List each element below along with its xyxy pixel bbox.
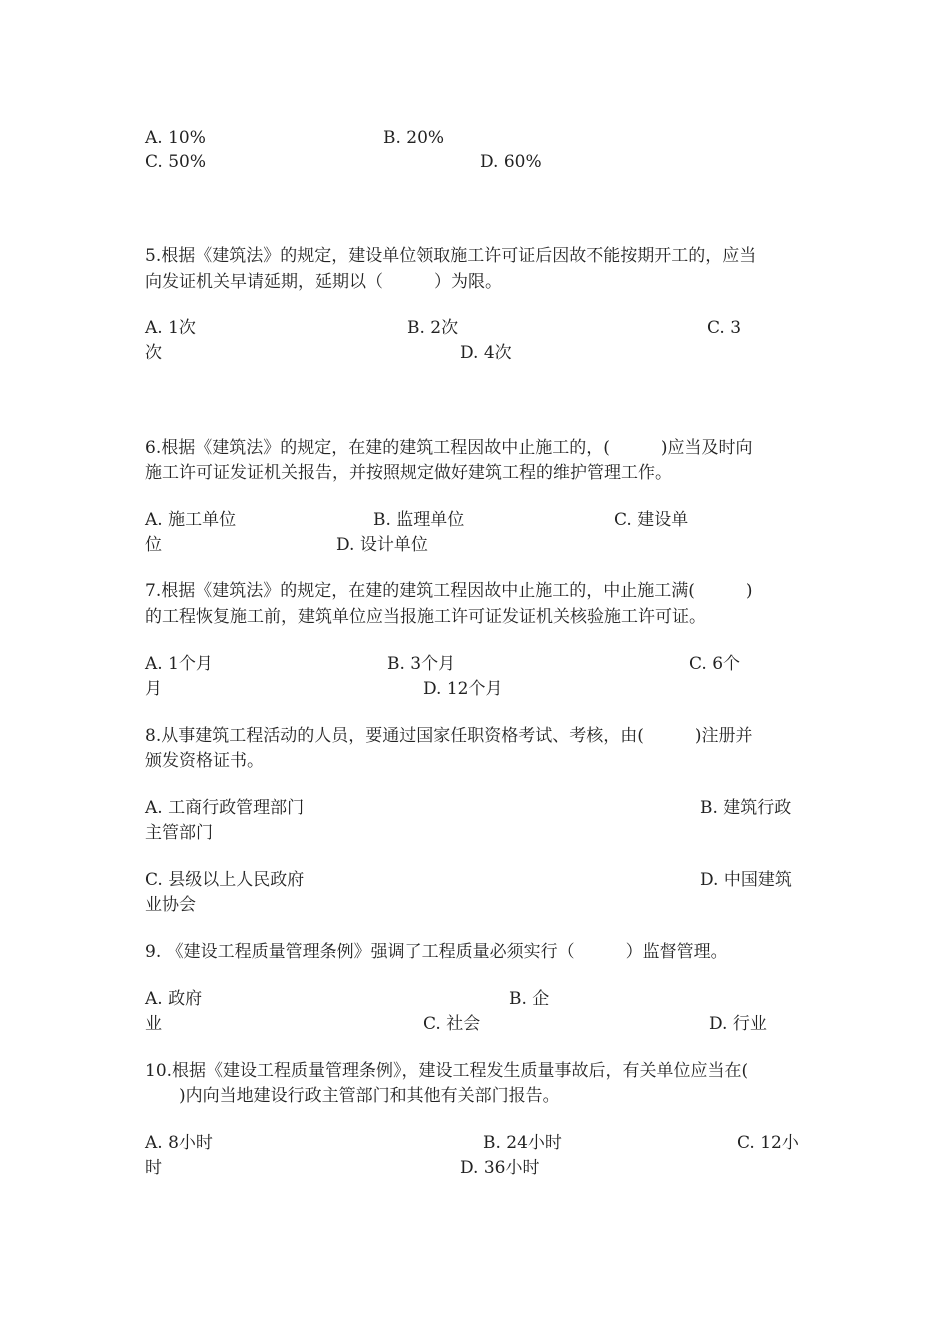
q9-option-b-continued: 业 [145,1014,162,1034]
q7-question-line-1: 7.根据《建筑法》的规定，在建的建筑工程因故中止施工的，中止施工满( ) [145,581,753,601]
q5-option-c: C. 3 [707,318,742,338]
q9-question-line-1: 9. 《建设工程质量管理条例》强调了工程质量必须实行（ ）监督管理。 [145,942,728,962]
q7-option-a: A. 1个月 [145,654,213,674]
q4-option-b: B. 20% [383,128,445,148]
q6-option-b: B. 监理单位 [373,510,465,530]
q7-option-c: C. 6个 [689,654,741,674]
q7-question-line-2: 的工程恢复施工前，建筑单位应当报施工许可证发证机关核验施工许可证。 [145,607,706,627]
q8-option-d-continued: 业协会 [145,895,196,915]
q6-option-c-continued: 位 [145,535,162,555]
q9-option-c: C. 社会 [423,1014,481,1034]
q6-question-line-2: 施工许可证发证机关报告，并按照规定做好建筑工程的维护管理工作。 [145,463,672,483]
q9-option-b: B. 企 [509,989,550,1009]
q5-question-line-2: 向发证机关早请延期，延期以（ ）为限。 [145,272,502,292]
q10-option-c: C. 12小 [737,1133,799,1153]
q8-option-b-continued: 主管部门 [145,823,213,843]
q10-option-a: A. 8小时 [145,1133,213,1153]
q5-question-line-1: 5.根据《建筑法》的规定，建设单位领取施工许可证后因故不能按期开工的，应当 [145,246,757,266]
q4-option-d: D. 60% [480,152,542,172]
q10-option-d: D. 36小时 [460,1158,540,1178]
q7-option-d: D. 12个月 [423,679,503,699]
q8-option-d: D. 中国建筑 [700,870,792,890]
q7-option-b: B. 3个月 [387,654,456,674]
q10-option-c-continued: 时 [145,1158,162,1178]
q6-option-a: A. 施工单位 [145,510,237,530]
q5-option-b: B. 2次 [407,318,459,338]
q4-option-c: C. 50% [145,152,206,172]
q7-option-c-continued: 月 [145,679,162,699]
q10-question-line-1: 10.根据《建设工程质量管理条例》，建设工程发生质量事故后，有关单位应当在( [145,1061,749,1081]
q8-question-line-2: 颁发资格证书。 [145,751,264,771]
q5-option-a: A. 1次 [145,318,196,338]
q9-option-d: D. 行业 [709,1014,767,1034]
q8-option-c: C. 县级以上人民政府 [145,870,305,890]
q8-option-a: A. 工商行政管理部门 [145,798,305,818]
q10-option-b: B. 24小时 [483,1133,562,1153]
q10-question-line-2: )内向当地建设行政主管部门和其他有关部门报告。 [145,1086,560,1106]
q8-option-b: B. 建筑行政 [700,798,792,818]
q6-question-line-1: 6.根据《建筑法》的规定，在建的建筑工程因故中止施工的，( )应当及时向 [145,438,753,458]
q5-option-d: D. 4次 [460,343,512,363]
q5-option-c-continued: 次 [145,343,162,363]
q4-option-a: A. 10% [145,128,206,148]
q6-option-d: D. 设计单位 [336,535,428,555]
q9-option-a: A. 政府 [145,989,203,1009]
q6-option-c: C. 建设单 [614,510,689,530]
q8-question-line-1: 8.从事建筑工程活动的人员，要通过国家任职资格考试、考核，由( )注册并 [145,726,753,746]
